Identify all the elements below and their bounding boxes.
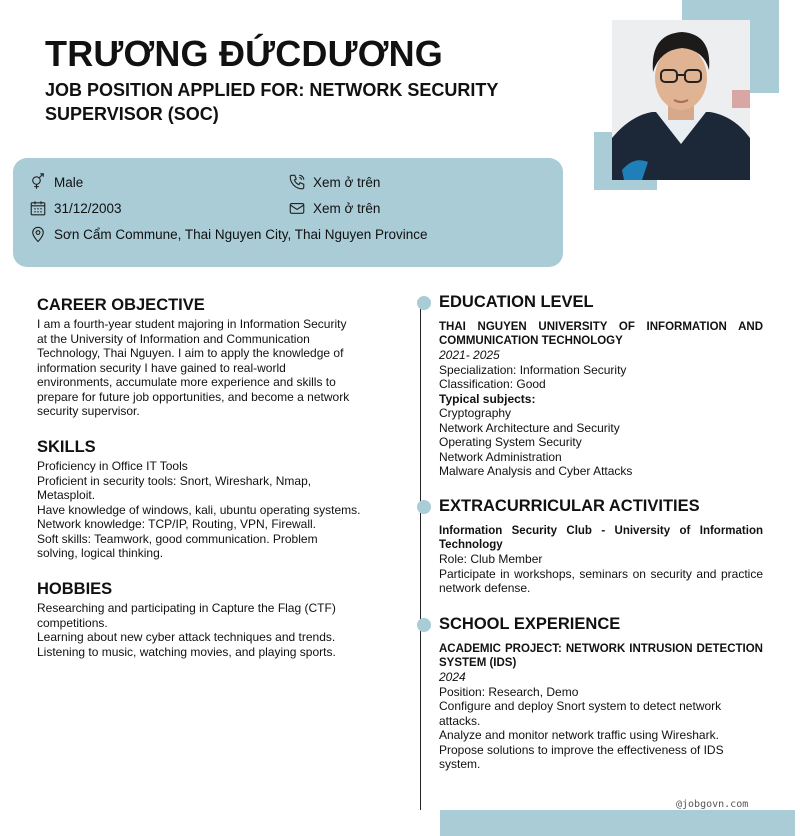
gender-value: Male	[54, 174, 84, 190]
project-position: Position: Research, Demo	[439, 684, 579, 699]
career-objective-line: Technology, Thai Nguyen. I aim to apply the knowledge of	[37, 346, 344, 360]
education-section	[439, 292, 763, 479]
career-objective-line: prepare for future job opportunities, and become a network	[37, 389, 350, 404]
skills-title: SKILLS	[37, 438, 96, 456]
skill-line: Soft skills: Teamwork, good communication. Problem	[37, 531, 318, 546]
subjects-label: Typical subjects:	[439, 391, 536, 406]
skill-line: Proficiency in Office IT Tools	[37, 459, 188, 473]
skill-line: Metasploit.	[37, 488, 96, 502]
hobby-line: Learning about new cyber attack techniques and trends.	[37, 630, 336, 644]
birthdate-item	[28, 198, 122, 218]
subject-item: Cryptography	[439, 406, 512, 420]
timeline-dot	[417, 500, 431, 514]
phone-icon	[287, 172, 307, 192]
timeline-dot	[417, 618, 431, 632]
school-experience-section	[439, 614, 763, 772]
career-objective-line: information security I have gained to real-world	[37, 360, 286, 375]
project-line: Propose solutions to improve the effectiveness of IDS	[439, 742, 724, 757]
skill-line: solving, logical thinking.	[37, 546, 164, 560]
email-value: Xem ở trên	[313, 200, 381, 216]
subject-item: Malware Analysis and Cyber Attacks	[439, 464, 633, 478]
school-name: THAI NGUYEN UNIVERSITY OF INFORMATION AND COMMUNICATION TECHNOLOGY	[439, 321, 763, 347]
subject-item: Operating System Security	[439, 435, 582, 449]
footer-bar	[440, 810, 795, 836]
specialization: Specialization: Information Security	[439, 362, 627, 377]
project-line: system.	[439, 757, 481, 771]
timeline-dot	[417, 296, 431, 310]
education-years: 2021- 2025	[439, 348, 500, 362]
phone-item	[287, 172, 380, 192]
club-description: Participate in workshops, seminars on security and practice network defense.	[439, 566, 763, 595]
subject-item: Network Architecture and Security	[439, 420, 620, 435]
career-objective-line: at the University of Information and Communication	[37, 331, 310, 346]
career-objective-title: CAREER OBJECTIVE	[37, 296, 205, 314]
skill-line: Proficient in security tools: Snort, Wireshark, Nmap,	[37, 473, 312, 488]
calendar-icon	[28, 198, 48, 218]
watermark-text: @jobgovn.com	[676, 799, 749, 810]
phone-value: Xem ở trên	[313, 174, 381, 190]
candidate-name: TRƯƠNG ĐỨCDƯƠNG	[45, 33, 443, 74]
gender-item	[28, 172, 83, 192]
timeline-line	[420, 302, 421, 810]
career-objective-line: environments, accumulate more experience and skills to	[37, 375, 336, 389]
hobbies-title: HOBBIES	[37, 580, 113, 598]
hobby-line: Listening to music, watching movies, and playing sports.	[37, 644, 336, 659]
club-name: Information Security Club - University of Information Technology	[439, 525, 763, 551]
skill-line: Network knowledge: TCP/IP, Routing, VPN, Firewall.	[37, 517, 317, 531]
extracurricular-title: EXTRACURRICULAR ACTIVITIES	[439, 497, 700, 515]
project-line: Configure and deploy Snort system to detect network	[439, 699, 722, 713]
skill-line: Have knowledge of windows, kali, ubuntu operating systems.	[37, 502, 361, 517]
project-name: ACADEMIC PROJECT: NETWORK INTRUSION DETECTION SYSTEM (IDS)	[439, 643, 763, 669]
project-year: 2024	[439, 670, 466, 684]
extracurricular-section	[439, 496, 763, 596]
address-value: Sơn Cẩm Commune, Thai Nguyen City, Thai Nguyen Province	[54, 226, 428, 242]
club-role: Role: Club Member	[439, 552, 543, 566]
hobby-line: Researching and participating in Capture the Flag (CTF)	[37, 601, 336, 615]
subject-item: Network Administration	[439, 449, 562, 464]
birthdate-value: 31/12/2003	[54, 200, 122, 216]
email-item	[287, 198, 380, 218]
career-objective-line: I am a fourth-year student majoring in Information Security	[37, 317, 347, 331]
job-position: JOB POSITION APPLIED FOR: NETWORK SECURITY SUPERVISOR (SOC)	[45, 80, 499, 124]
contact-info-box	[13, 158, 563, 267]
classification: Classification: Good	[439, 377, 546, 391]
location-pin-icon	[28, 224, 48, 244]
hobbies-section	[37, 579, 361, 659]
education-title: EDUCATION LEVEL	[439, 293, 594, 311]
gender-icon	[28, 172, 48, 192]
skills-section	[37, 437, 361, 561]
project-line: Analyze and monitor network traffic using Wireshark.	[439, 728, 719, 742]
profile-photo	[612, 20, 750, 180]
career-objective-section	[37, 295, 361, 419]
address-item	[28, 224, 428, 244]
project-line: attacks.	[439, 713, 481, 728]
school-experience-title: SCHOOL EXPERIENCE	[439, 615, 621, 633]
hobby-line: competitions.	[37, 615, 108, 630]
career-objective-line: security supervisor.	[37, 404, 140, 418]
envelope-icon	[287, 198, 307, 218]
